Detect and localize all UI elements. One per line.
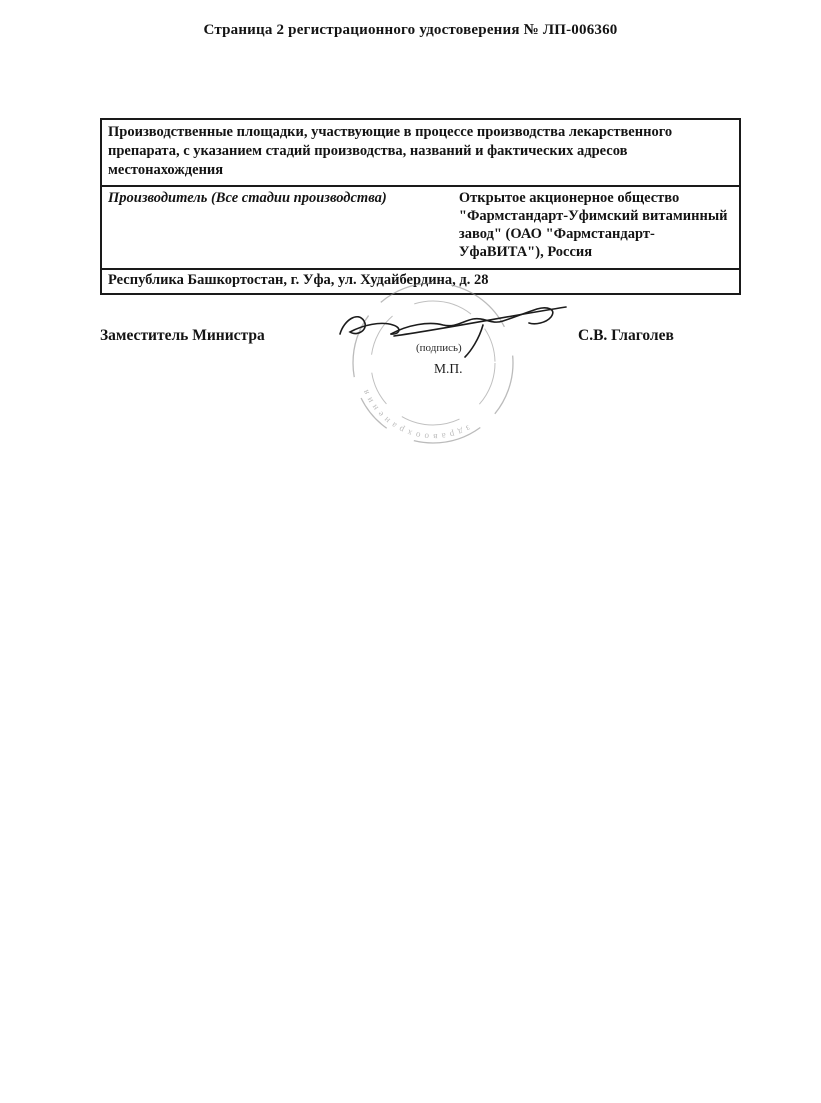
producer-value-cell: Открытое акционерное общество "Фармстандарт-Уфимский витаминный завод" (ОАО "Фармстандарт-УфаВИТА"), Россия [458,190,728,261]
page-header-text: Страница 2 регистрационного удостоверения № ЛП-006360 [203,22,618,38]
signature-stroke [391,308,553,334]
signer-name: С.В. Глаголев [578,327,674,344]
seal-arc-text: здравоохранения [358,384,473,443]
producer-row [102,187,739,270]
signature-descender [465,325,483,357]
table-header-cell: Производственные площадки, участвующие в процессе производства лекарственного препарата, с указанием стадий производства, названий и фактических адресов местонахождения [102,120,739,187]
address-cell: Республика Башкортостан, г. Уфа, ул. Худайбердина, д. 28 [108,272,489,289]
seal-caption: М.П. [434,361,463,376]
producer-label-cell: Производитель (Все стадии производства) [108,190,387,207]
signature-caption: (подпись) [416,342,462,354]
signature-stroke [340,317,399,334]
production-sites-table [100,118,741,295]
deputy-minister-title: Заместитель Министра [100,327,265,344]
